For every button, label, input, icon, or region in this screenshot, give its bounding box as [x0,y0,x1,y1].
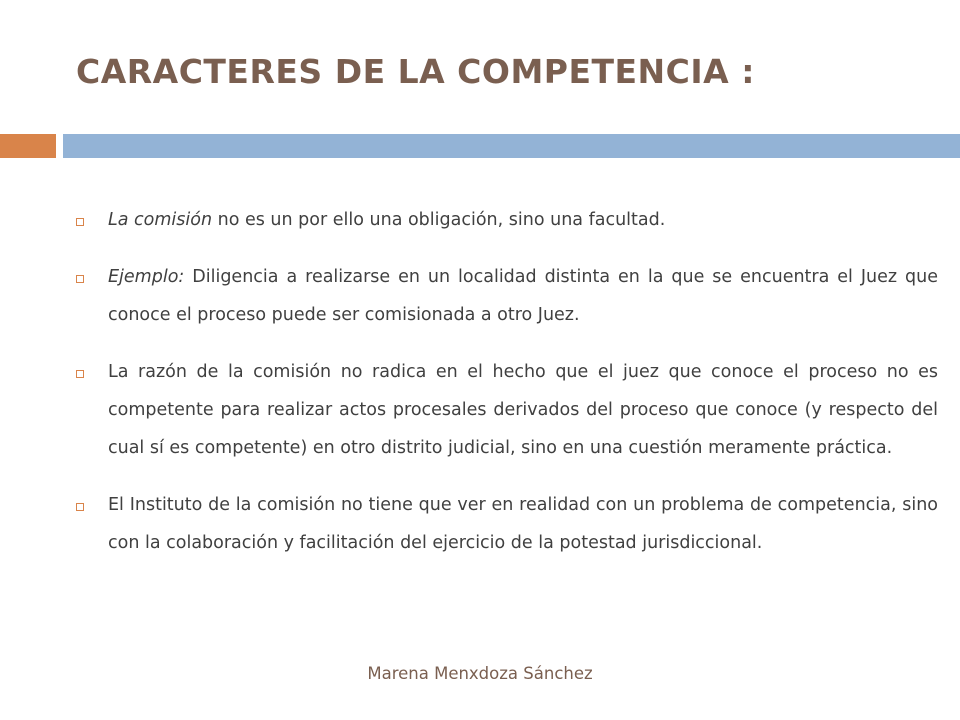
bullet-list [76,201,938,581]
bullet-text: El Instituto de la comisión no tiene que ver en realidad con un problema de competencia, sino con la colaboración y facilitación del ejercicio de la potestad jurisdiccional. [108,495,938,553]
bullet-item [76,486,938,562]
slide-footer-author: Marena Menxdoza Sánchez [367,664,593,683]
accent-bar-blue [63,134,960,158]
square-bullet-icon [76,370,84,378]
accent-bar-orange [0,134,56,158]
square-bullet-icon [76,218,84,226]
bullet-item [76,201,938,239]
square-bullet-icon [76,503,84,511]
bullet-item [76,353,938,467]
slide-title: CARACTERES DE LA COMPETENCIA : [76,52,755,91]
bullet-text: no es un por ello una obligación, sino una facultad. [212,210,666,230]
square-bullet-icon [76,275,84,283]
bullet-text: La razón de la comisión no radica en el hecho que el juez que conoce el proceso no es competente para realizar actos procesales derivados del proceso que conoce (y respecto del cual sí es competente) en otro distrito judicial, sino en una cuestión meramente práctica. [108,362,938,458]
bullet-text: Diligencia a realizarse en un localidad distinta en la que se encuentra el Juez que conoce el proceso puede ser comisionada a otro Juez. [108,267,938,325]
bullet-lead: La comisión [108,210,213,230]
bullet-item [76,258,938,334]
bullet-lead: Ejemplo: [108,267,185,287]
